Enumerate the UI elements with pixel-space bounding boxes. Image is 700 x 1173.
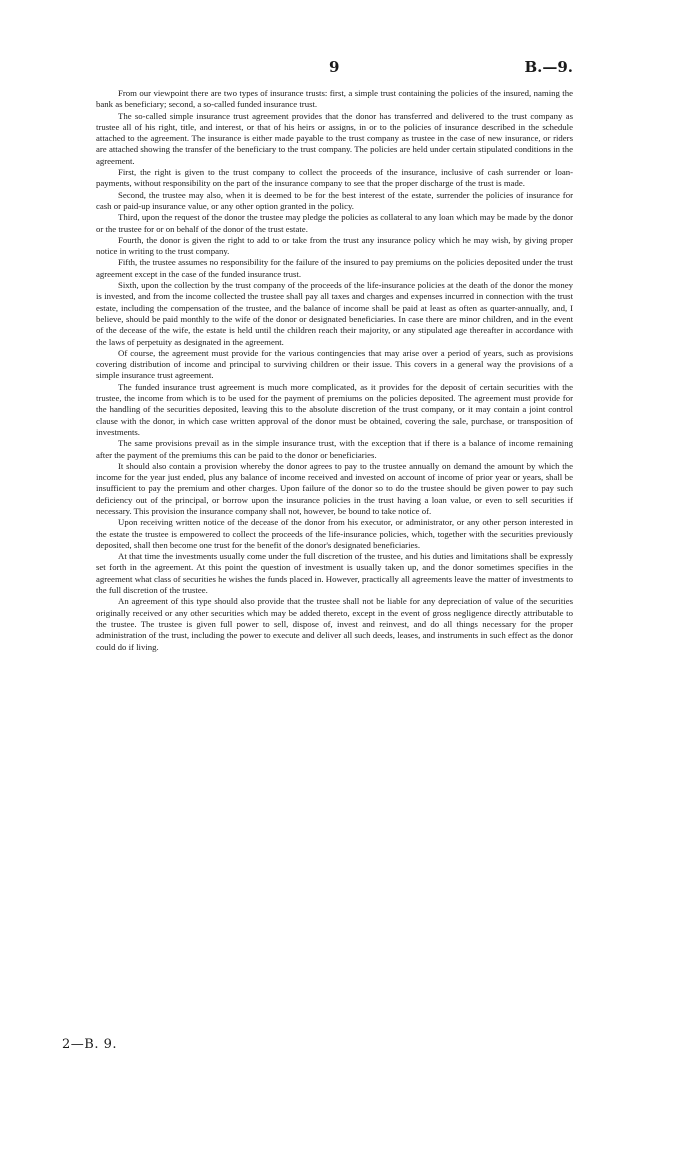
paragraph: Second, the trustee may also, when it is deemed to be for the best interest of the estate, surrender the policies of insurance for cash or paid-up insurance value, or any other option granted in the policy. bbox=[96, 189, 573, 211]
document-reference: B.—9. bbox=[524, 58, 573, 76]
body-text bbox=[96, 88, 573, 653]
paragraph: Sixth, upon the collection by the trust company of the proceeds of the life-insurance policies at the death of the donor the money is invested, and from the income collected the trustee shall pay all taxes and charges and expenses incurred in connection with the trust estate, including the compensation of the trustee, and the balance of income shall be paid at least as often as quarter-annually, and, I believe, should be paid monthly to the wife of the donor or designated beneficiaries. In case there are minor children, and in the event of the decease of the wife, the estate is held until the children reach their majority, or any stipulated age thereafter in accordance with the laws of perpetuity as designated in the agreement. bbox=[96, 280, 573, 347]
footer-reference: 2—B. 9. bbox=[62, 1037, 117, 1052]
paragraph: Fourth, the donor is given the right to add to or take from the trust any insurance policy which he may wish, by giving proper notice in writing to the trust company. bbox=[96, 234, 573, 257]
paragraph: Upon receiving written notice of the decease of the donor from his executor, or administrator, or any other person interested in the estate the trustee is empowered to collect the proceeds of the life-insurance policies, which, together with the securities previously deposited, shall then become one trust for the benefit of the donor's designated beneficiaries. bbox=[96, 517, 573, 550]
paragraph: At that time the investments usually come under the full discretion of the trustee, and his duties and limitations shall be expressly set forth in the agreement. At this point the question of investment is usually taken up, and the donor sometimes specifies in the agreement what class of securities he wishes the funds placed in. However, practically all agreements leave the matter of investments to the full discretion of the trustee. bbox=[96, 551, 573, 596]
page-header bbox=[96, 58, 573, 80]
paragraph: First, the right is given to the trust company to collect the proceeds of the insurance, inclusive of cash surrender or loan-payments, without responsibility on the part of the insurance company to see that the proper discharge of the trust is made. bbox=[96, 167, 573, 189]
paragraph: From our viewpoint there are two types of insurance trusts: first, a simple trust containing the policies of the insured, naming the bank as beneficiary; second, a so-called funded insurance trust. bbox=[96, 88, 573, 110]
page-number: 9 bbox=[329, 58, 340, 76]
paragraph: Third, upon the request of the donor the trustee may pledge the policies as collateral to any loan which may be made by the donor or the trustee for or on behalf of the donor of the trust estate. bbox=[96, 212, 573, 234]
paragraph: Of course, the agreement must provide for the various contingencies that may arise over a period of years, such as provisions covering distribution of income and principal to surviving children or their issue. This covers in a general way the provisions of a simple insurance trust agreement. bbox=[96, 347, 573, 381]
paragraph: The same provisions prevail as in the simple insurance trust, with the exception that if there is a balance of income remaining after the payment of the premiums this can be paid to the donor or beneficiaries. bbox=[96, 438, 573, 460]
paragraph: An agreement of this type should also provide that the trustee shall not be liable for any depreciation of value of the securities originally received or any other securities which may be added thereto, except in the event of gross negligence directly attributable to the trustee. The trustee is given full power to sell, dispose of, invest and reinvest, and do all things necessary for the proper administration of the trust, including the power to execute and deliver all such deeds, leases, and instruments in such effect as the donor could do if living. bbox=[96, 596, 573, 652]
paragraph: Fifth, the trustee assumes no responsibility for the failure of the insured to pay premiums on the policies deposited under the trust agreement except in the case of the funded insurance trust. bbox=[96, 257, 573, 279]
paragraph: It should also contain a provision whereby the donor agrees to pay to the trustee annually on demand the amount by which the income for the year just ended, plus any balance of income received and invested on account of income of prior year or years, shall be insufficient to pay the premium and other charges. Upon failure of the donor so to do the trustee should be given power to pay such deficiency out of the principal, or borrow upon the insurance policies in the trust having a loan value, or even to sell securities if necessary. This provision the insurance company shall not, however, be bound to take notice of. bbox=[96, 460, 573, 516]
paragraph: The so-called simple insurance trust agreement provides that the donor has transferred and delivered to the trust company as trustee all of his right, title, and interest, or that of his heirs or assigns, in or to the policies of insurance described in the schedule attached to the agreement. The insurance is either made payable to the trust company as trustee in the case of new insurance, or riders are attached showing the transfer of the beneficiary to the trust company. The policies are held under certain stipulated conditions in the agreement. bbox=[96, 110, 573, 166]
paragraph: The funded insurance trust agreement is much more complicated, as it provides for the deposit of certain securities with the trustee, the income from which is to be used for the payment of premiums on the policies deposited. The agreement must provide for the handling of the securities deposited, leaving this to the absolute discretion of the trust company, or it may contain a joint control clause with the donor, in which case written approval of the donor must be obtained, covering the sale, purchase, or transposition of investments. bbox=[96, 381, 573, 437]
